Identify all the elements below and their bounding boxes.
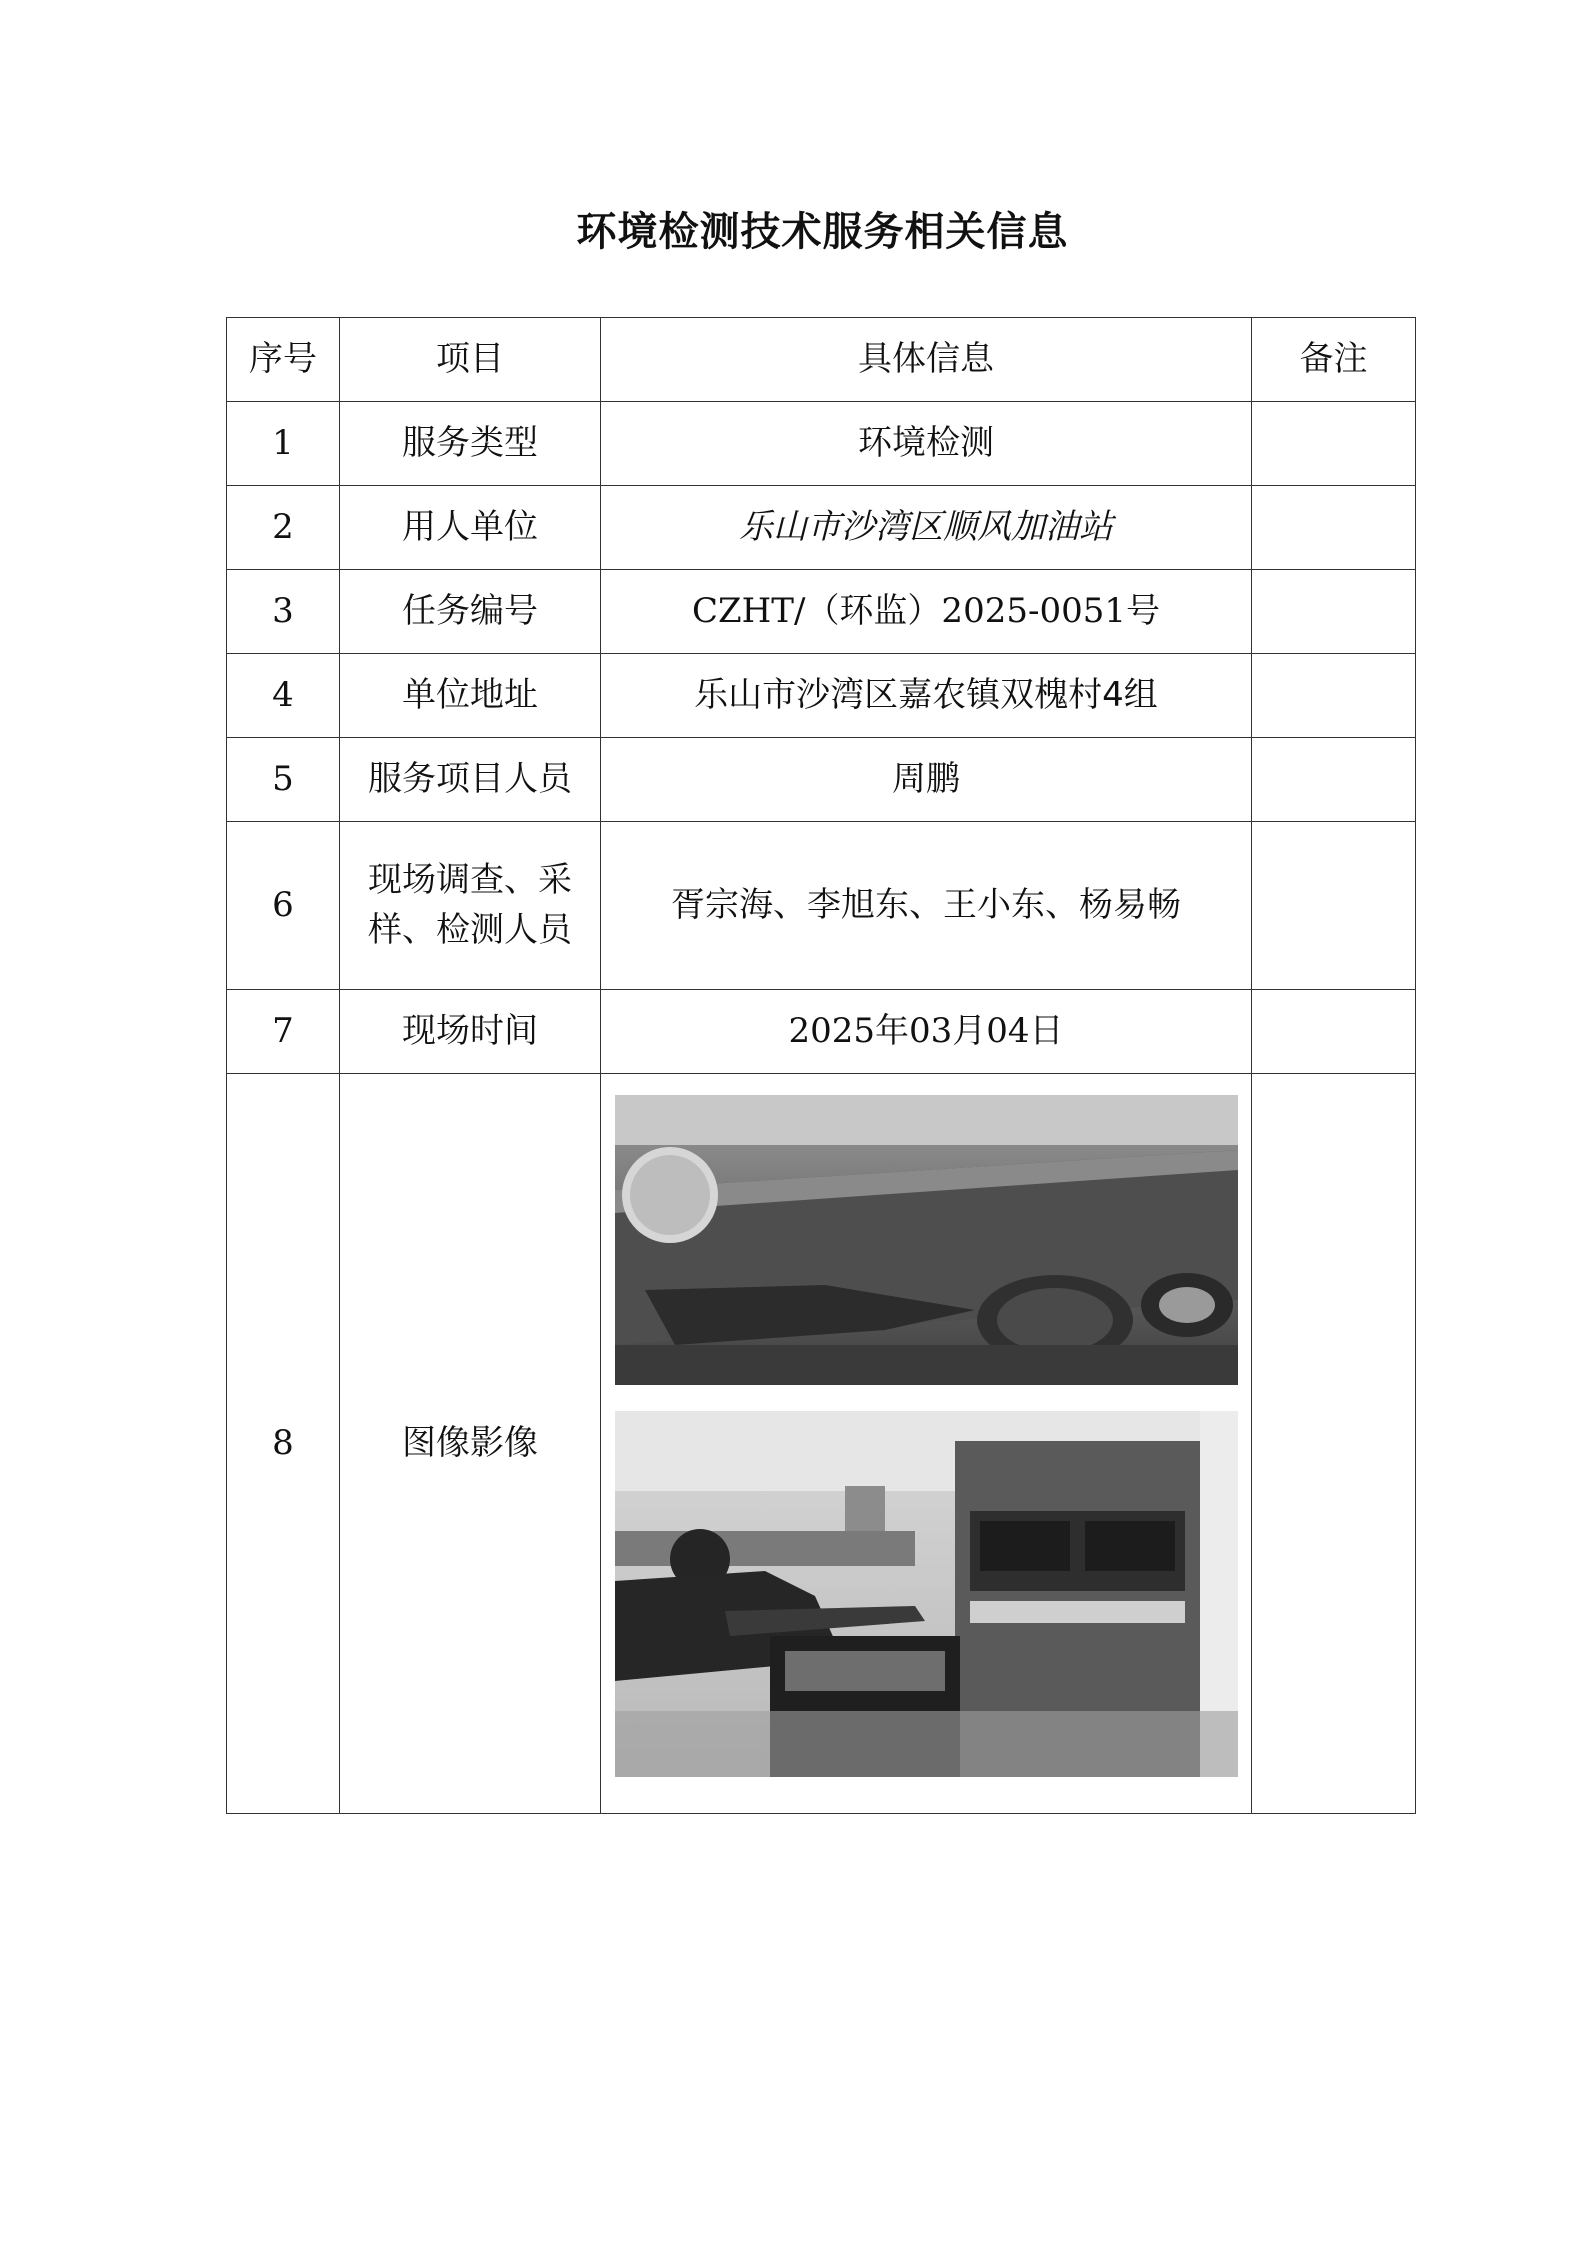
table-row — [227, 570, 1416, 654]
row-info: 2025年03月04日 — [601, 990, 1252, 1074]
table-row — [227, 402, 1416, 486]
row-item: 任务编号 — [340, 570, 601, 654]
row-no: 2 — [227, 486, 340, 570]
table-row — [227, 990, 1416, 1074]
photo-cell — [601, 1074, 1252, 1814]
row-note — [1252, 1074, 1416, 1814]
row-note — [1252, 654, 1416, 738]
row-item: 单位地址 — [340, 654, 601, 738]
row-item: 现场时间 — [340, 990, 601, 1074]
row-note — [1252, 486, 1416, 570]
row-item: 服务类型 — [340, 402, 601, 486]
table-row — [227, 822, 1416, 990]
row-note — [1252, 402, 1416, 486]
table-header-row — [227, 318, 1416, 402]
row-no: 3 — [227, 570, 340, 654]
page-title: 环境检测技术服务相关信息 — [576, 209, 1069, 255]
row-info: CZHT/（环监）2025-0051号 — [601, 570, 1252, 654]
row-no: 4 — [227, 654, 340, 738]
row-info: 乐山市沙湾区嘉农镇双槐村4组 — [601, 654, 1252, 738]
row-no: 6 — [227, 822, 340, 990]
header-note: 备注 — [1252, 318, 1416, 402]
header-item: 项目 — [340, 318, 601, 402]
row-item: 现场调查、采样、检测人员 — [340, 822, 601, 990]
site-photo-testing — [615, 1411, 1238, 1777]
table-row — [227, 654, 1416, 738]
table-row — [227, 738, 1416, 822]
row-note — [1252, 570, 1416, 654]
row-no: 7 — [227, 990, 340, 1074]
header-no: 序号 — [227, 318, 340, 402]
row-item: 服务项目人员 — [340, 738, 601, 822]
row-info: 乐山市沙湾区顺风加油站 — [601, 486, 1252, 570]
row-no: 5 — [227, 738, 340, 822]
row-no: 1 — [227, 402, 340, 486]
row-item: 用人单位 — [340, 486, 601, 570]
table-row — [227, 486, 1416, 570]
row-note — [1252, 822, 1416, 990]
row-info: 环境检测 — [601, 402, 1252, 486]
row-note — [1252, 990, 1416, 1074]
info-table — [226, 317, 1416, 1814]
row-info: 胥宗海、李旭东、王小东、杨易畅 — [601, 822, 1252, 990]
row-item: 图像影像 — [340, 1074, 601, 1814]
site-photo-sampling — [615, 1095, 1238, 1385]
row-no: 8 — [227, 1074, 340, 1814]
table-row — [227, 1074, 1416, 1814]
header-info: 具体信息 — [601, 318, 1252, 402]
row-info: 周鹏 — [601, 738, 1252, 822]
row-note — [1252, 738, 1416, 822]
